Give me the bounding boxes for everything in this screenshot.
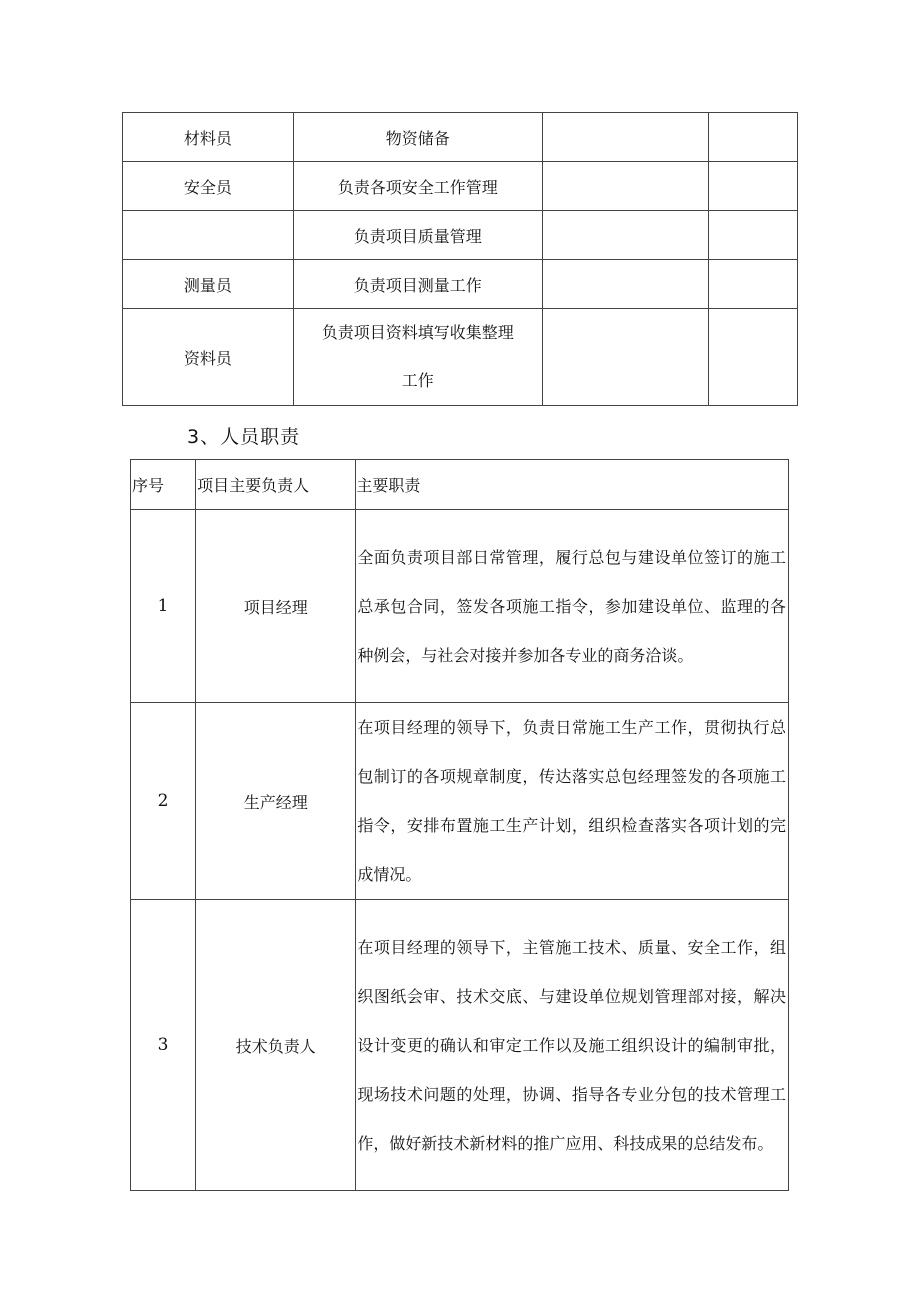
person-cell: 生产经理 (196, 703, 356, 900)
row-number: 3 (131, 900, 196, 1191)
table-row (123, 211, 798, 260)
table-header-row (131, 460, 789, 510)
role-cell: 资料员 (123, 309, 294, 406)
empty-cell (708, 211, 797, 260)
task-cell: 负责项目测量工作 (293, 260, 542, 309)
table-row (123, 309, 798, 406)
table-row (123, 113, 798, 162)
table-row (131, 900, 789, 1191)
empty-cell (542, 260, 708, 309)
row-number: 1 (131, 510, 196, 703)
empty-cell (542, 309, 708, 406)
task-line: 负责项目资料填写收集整理 (321, 323, 514, 342)
empty-cell (708, 113, 797, 162)
task-line: 工作 (401, 371, 434, 390)
row-number: 2 (131, 703, 196, 900)
role-cell: 测量员 (123, 260, 294, 309)
person-cell: 项目经理 (196, 510, 356, 703)
header-person: 项目主要负责人 (196, 460, 356, 510)
header-duty: 主要职责 (356, 460, 789, 510)
staff-assignment-table (122, 112, 798, 406)
task-cell (293, 309, 542, 406)
empty-cell (708, 260, 797, 309)
table-row (123, 260, 798, 309)
empty-cell (708, 309, 797, 406)
empty-cell (542, 162, 708, 211)
person-cell: 技术负责人 (196, 900, 356, 1191)
table-row (131, 510, 789, 703)
role-cell: 安全员 (123, 162, 294, 211)
empty-cell (708, 162, 797, 211)
duty-cell: 在项目经理的领导下，主管施工技术、质量、安全工作，组织图纸会审、技术交底、与建设单位规划管理部对接，解决设计变更的确认和审定工作以及施工组织设计的编制审批，现场技术问题的处理，协调、指导各专业分包的技术管理工作，做好新技术新材料的推广应用、科技成果的总结发布。 (356, 900, 789, 1191)
section-heading: 3、人员职责 (187, 426, 301, 448)
role-cell: 材料员 (123, 113, 294, 162)
responsibility-table (130, 459, 789, 1191)
task-cell: 负责各项安全工作管理 (293, 162, 542, 211)
table-row (131, 703, 789, 900)
role-cell (123, 211, 294, 260)
empty-cell (542, 211, 708, 260)
duty-cell: 在项目经理的领导下，负责日常施工生产工作，贯彻执行总包制订的各项规章制度，传达落实总包经理签发的各项施工指令，安排布置施工生产计划，组织检查落实各项计划的完成情况。 (356, 703, 789, 900)
task-cell: 负责项目质量管理 (293, 211, 542, 260)
empty-cell (542, 113, 708, 162)
table-row (123, 162, 798, 211)
duty-cell: 全面负责项目部日常管理，履行总包与建设单位签订的施工总承包合同，签发各项施工指令，参加建设单位、监理的各种例会，与社会对接并参加各专业的商务洽谈。 (356, 510, 789, 703)
task-cell: 物资储备 (293, 113, 542, 162)
header-no: 序号 (131, 460, 196, 510)
